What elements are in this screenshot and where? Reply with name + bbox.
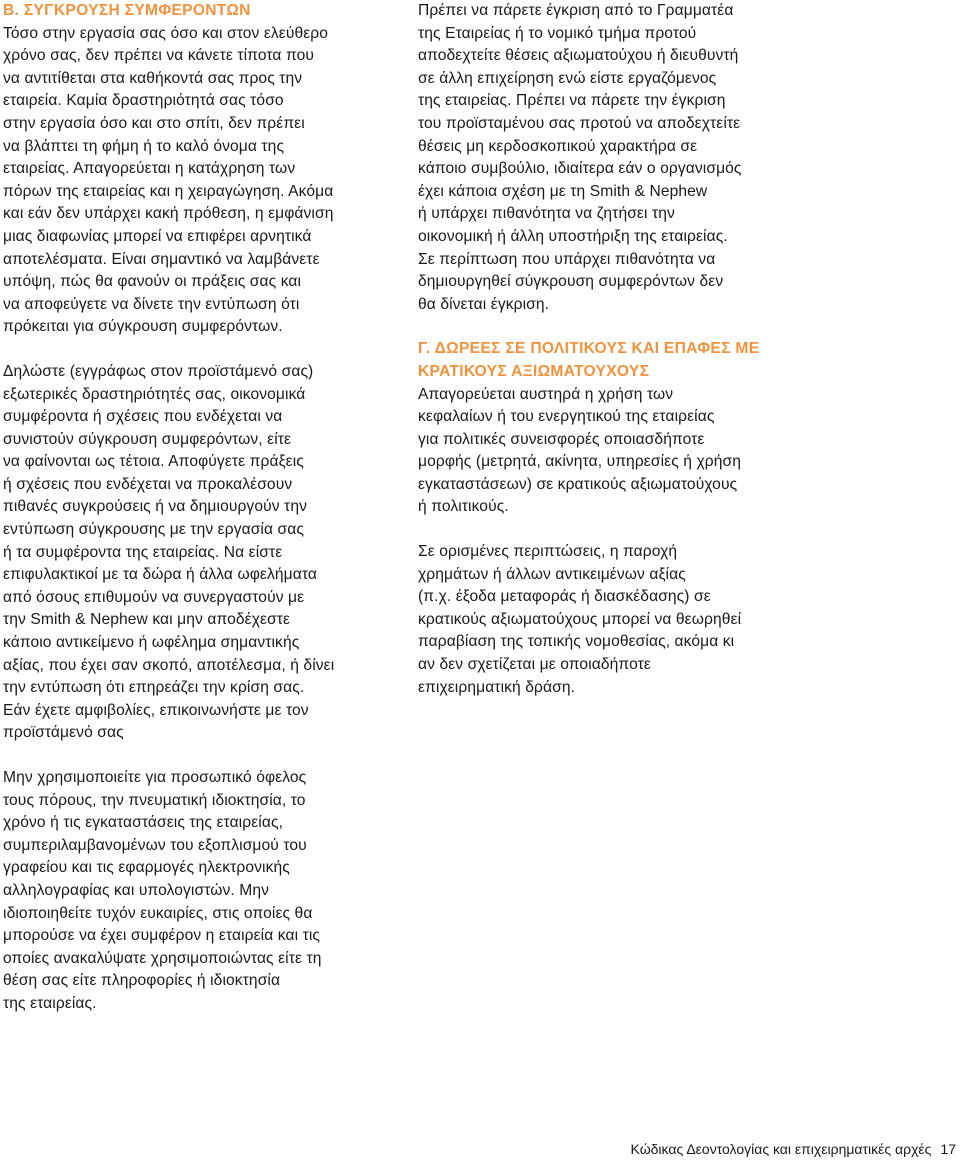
text-line: αξίας, που έχει σαν σκοπό, αποτέλεσμα, ή δίνει (3, 656, 335, 674)
text-line: οικονομική ή άλλη υποστήριξη της εταιρείας. (418, 227, 728, 245)
text-line: δημιουργηθεί σύγκρουση συμφερόντων δεν (418, 273, 724, 291)
text-line: υπόψη, πώς θα φανούν οι πράξεις σας και (3, 273, 302, 291)
left-column (3, 0, 397, 1016)
text-line: πρόκειται για σύγκρουση συμφερόντων. (3, 318, 283, 336)
page-number: 17 (940, 1141, 956, 1157)
text-line: έχει κάποια σχέση με τη Smith & Nephew (418, 182, 708, 200)
text-line: εξωτερικές δραστηριότητές σας, οικονομικά (3, 385, 306, 403)
text-line: της Εταιρείας ή το νομικό τμήμα προτού (418, 24, 697, 42)
text-line: εταιρείας. Απαγορεύεται η κατάχρηση των (3, 160, 296, 178)
section-c-heading (418, 338, 828, 383)
text-line: κρατικούς αξιωματούχους μπορεί να θεωρηθεί (418, 610, 742, 628)
text-line: αποδεχτείτε θέσεις αξιωματούχου ή διευθυντή (418, 47, 739, 65)
text-line: θέση σας είτε πληροφορίες ή ιδιοκτησία (3, 972, 281, 990)
text-line: ή τα συμφέροντα της εταιρείας. Να είστε (3, 543, 283, 561)
text-line: συνιστούν σύγκρουση συμφερόντων, είτε (3, 430, 292, 448)
text-line: χρημάτων ή άλλων αντικειμένων αξίας (418, 565, 686, 583)
text-line: προϊστάμενό σας (3, 724, 124, 742)
text-line: οποίες ανακαλύψατε χρησιμοποιώντας είτε τη (3, 949, 322, 967)
text-line: παραβίαση της τοπικής νομοθεσίας, ακόμα κι (418, 633, 735, 651)
text-line: χρόνο ή τις εγκαταστάσεις της εταιρείας, (3, 814, 283, 832)
text-line: τους πόρους, την πνευματική ιδιοκτησία, το (3, 791, 306, 809)
heading-line: ΚΡΑΤΙΚΟΥΣ ΑΞΙΩΜΑΤΟΥΧΟΥΣ (418, 362, 650, 380)
text-line: επιφυλακτικοί με τα δώρα ή άλλα ωφελήματα (3, 566, 318, 584)
text-line: να φαίνονται ως τέτοια. Αποφύγετε πράξεις (3, 453, 304, 471)
text-line: κεφαλαίων ή του ενεργητικού της εταιρείας (418, 408, 715, 426)
text-line: την Smith & Nephew και μην αποδέχεστε (3, 611, 291, 629)
text-line: να αποφεύγετε να δίνετε την εντύπωση ότι (3, 295, 300, 313)
text-line: κάποιο αντικείμενο ή ωφέλημα σημαντικής (3, 634, 300, 652)
declare-interests-paragraph (3, 361, 397, 745)
text-line: μιας διαφωνίας μπορεί να επιφέρει αρνητικά (3, 227, 312, 245)
text-line: από όσους επιθυμούν να συνεργαστούν με (3, 588, 305, 606)
government-officials-paragraph (418, 541, 828, 699)
text-line: ή πολιτικούς. (418, 498, 509, 516)
company-resources-paragraph (3, 767, 397, 1016)
paragraph-gap (418, 316, 828, 338)
text-line: αποτελέσματα. Είναι σημαντικό να λαμβάνετε (3, 250, 320, 268)
text-line: Εάν έχετε αμφιβολίες, επικοινωνήστε με τον (3, 701, 309, 719)
text-line: συμπεριλαμβανομένων του εξοπλισμού του (3, 836, 307, 854)
text-line: μπορούσε να έχει συμφέρον η εταιρεία και τις (3, 927, 321, 945)
conflict-intro-paragraph (3, 23, 397, 339)
text-line: μορφής (μετρητά, ακίνητα, υπηρεσίες ή χρήση (418, 453, 741, 471)
text-line: χρόνο σας, δεν πρέπει να κάνετε τίποτα που (3, 47, 314, 65)
text-line: για πολιτικές συνεισφορές οποιασδήποτε (418, 430, 705, 448)
text-line: αν δεν σχετίζεται με οποιαδήποτε (418, 656, 651, 674)
text-line: εγκαταστάσεων) σε κρατικούς αξιωματούχους (418, 475, 738, 493)
text-line: σε άλλη επιχείρηση ενώ είστε εργαζόμενος (418, 69, 717, 87)
text-line: κάποιο συμβούλιο, ιδιαίτερα εάν ο οργανισμός (418, 160, 742, 178)
text-line: και εάν δεν υπάρχει κακή πρόθεση, η εμφάνιση (3, 205, 334, 223)
text-line: στην εργασία όσο και στο σπίτι, δεν πρέπει (3, 114, 305, 132)
text-line: (π.χ. έξοδα μεταφοράς ή διασκέδασης) σε (418, 588, 711, 606)
text-line: Πρέπει να πάρετε έγκριση από το Γραμματέα (418, 2, 734, 19)
text-line: εταιρεία. Καμία δραστηριότητά σας τόσο (3, 92, 284, 110)
text-line: Σε ορισμένες περιπτώσεις, η παροχή (418, 543, 678, 561)
text-line: Τόσο στην εργασία σας όσο και στον ελεύθερο (3, 24, 329, 42)
text-line: Απαγορεύεται αυστηρά η χρήση των (418, 385, 674, 403)
text-line: θα δίνεται έγκριση. (418, 295, 550, 313)
text-line: να βλάπτει τη φήμη ή το καλό όνομα της (3, 137, 285, 155)
text-line: πόρων της εταιρείας και η χειραγώγηση. Ακόμα (3, 182, 334, 200)
text-line: επιχειρηματική δράση. (418, 678, 576, 696)
approval-paragraph (418, 0, 828, 316)
political-contributions-paragraph (418, 384, 828, 520)
text-line: Δηλώστε (εγγράφως στον προϊστάμενό σας) (3, 362, 314, 380)
text-line: εντύπωση σύγκρουσης με την εργασία σας (3, 521, 304, 539)
text-line: της εταιρείας. Πρέπει να πάρετε την έγκριση (418, 92, 726, 110)
text-line: ή υπάρχει πιθανότητα να ζητήσει την (418, 205, 675, 223)
text-line: ιδιοποιηθείτε τυχόν ευκαιρίες, στις οποίες θα (3, 904, 313, 922)
text-line: της εταιρείας. (3, 994, 97, 1012)
document-title: Κώδικας Δεοντολογίας και επιχειρηματικές αρχές (630, 1141, 932, 1157)
text-line: Μην χρησιμοποιείτε για προσωπικό όφελος (3, 769, 307, 786)
text-line: αλληλογραφίας και υπολογιστών. Μην (3, 881, 270, 899)
text-line: γραφείου και τις εφαρμογές ηλεκτρονικής (3, 859, 290, 877)
text-line: την εντύπωση ότι επηρεάζει την κρίση σας. (3, 679, 305, 697)
text-line: Σε περίπτωση που υπάρχει πιθανότητα να (418, 250, 716, 268)
paragraph-gap (3, 745, 397, 767)
right-column (418, 0, 828, 699)
paragraph-gap (418, 519, 828, 541)
section-b-heading: B. ΣΥΓΚΡΟΥΣΗ ΣΥΜΦΕΡΟΝΤΩΝ (3, 2, 251, 19)
text-line: θέσεις μη κερδοσκοπικού χαρακτήρα σε (418, 137, 698, 155)
text-line: ή σχέσεις που ενδέχεται να προκαλέσουν (3, 475, 293, 493)
page-footer (631, 1140, 956, 1158)
heading-line: Γ. ΔΩΡΕΕΣ ΣΕ ΠΟΛΙΤΙΚΟΥΣ ΚΑΙ ΕΠΑΦΕΣ ΜΕ (418, 340, 760, 358)
paragraph-gap (3, 339, 397, 361)
text-line: συμφέροντα ή σχέσεις που ενδέχεται να (3, 408, 283, 426)
text-line: να αντιτίθεται στα καθήκοντά σας προς την (3, 69, 303, 87)
text-line: του προϊσταμένου σας προτού να αποδεχτείτε (418, 114, 741, 132)
text-line: πιθανές συγκρούσεις ή να δημιουργούν την (3, 498, 307, 516)
